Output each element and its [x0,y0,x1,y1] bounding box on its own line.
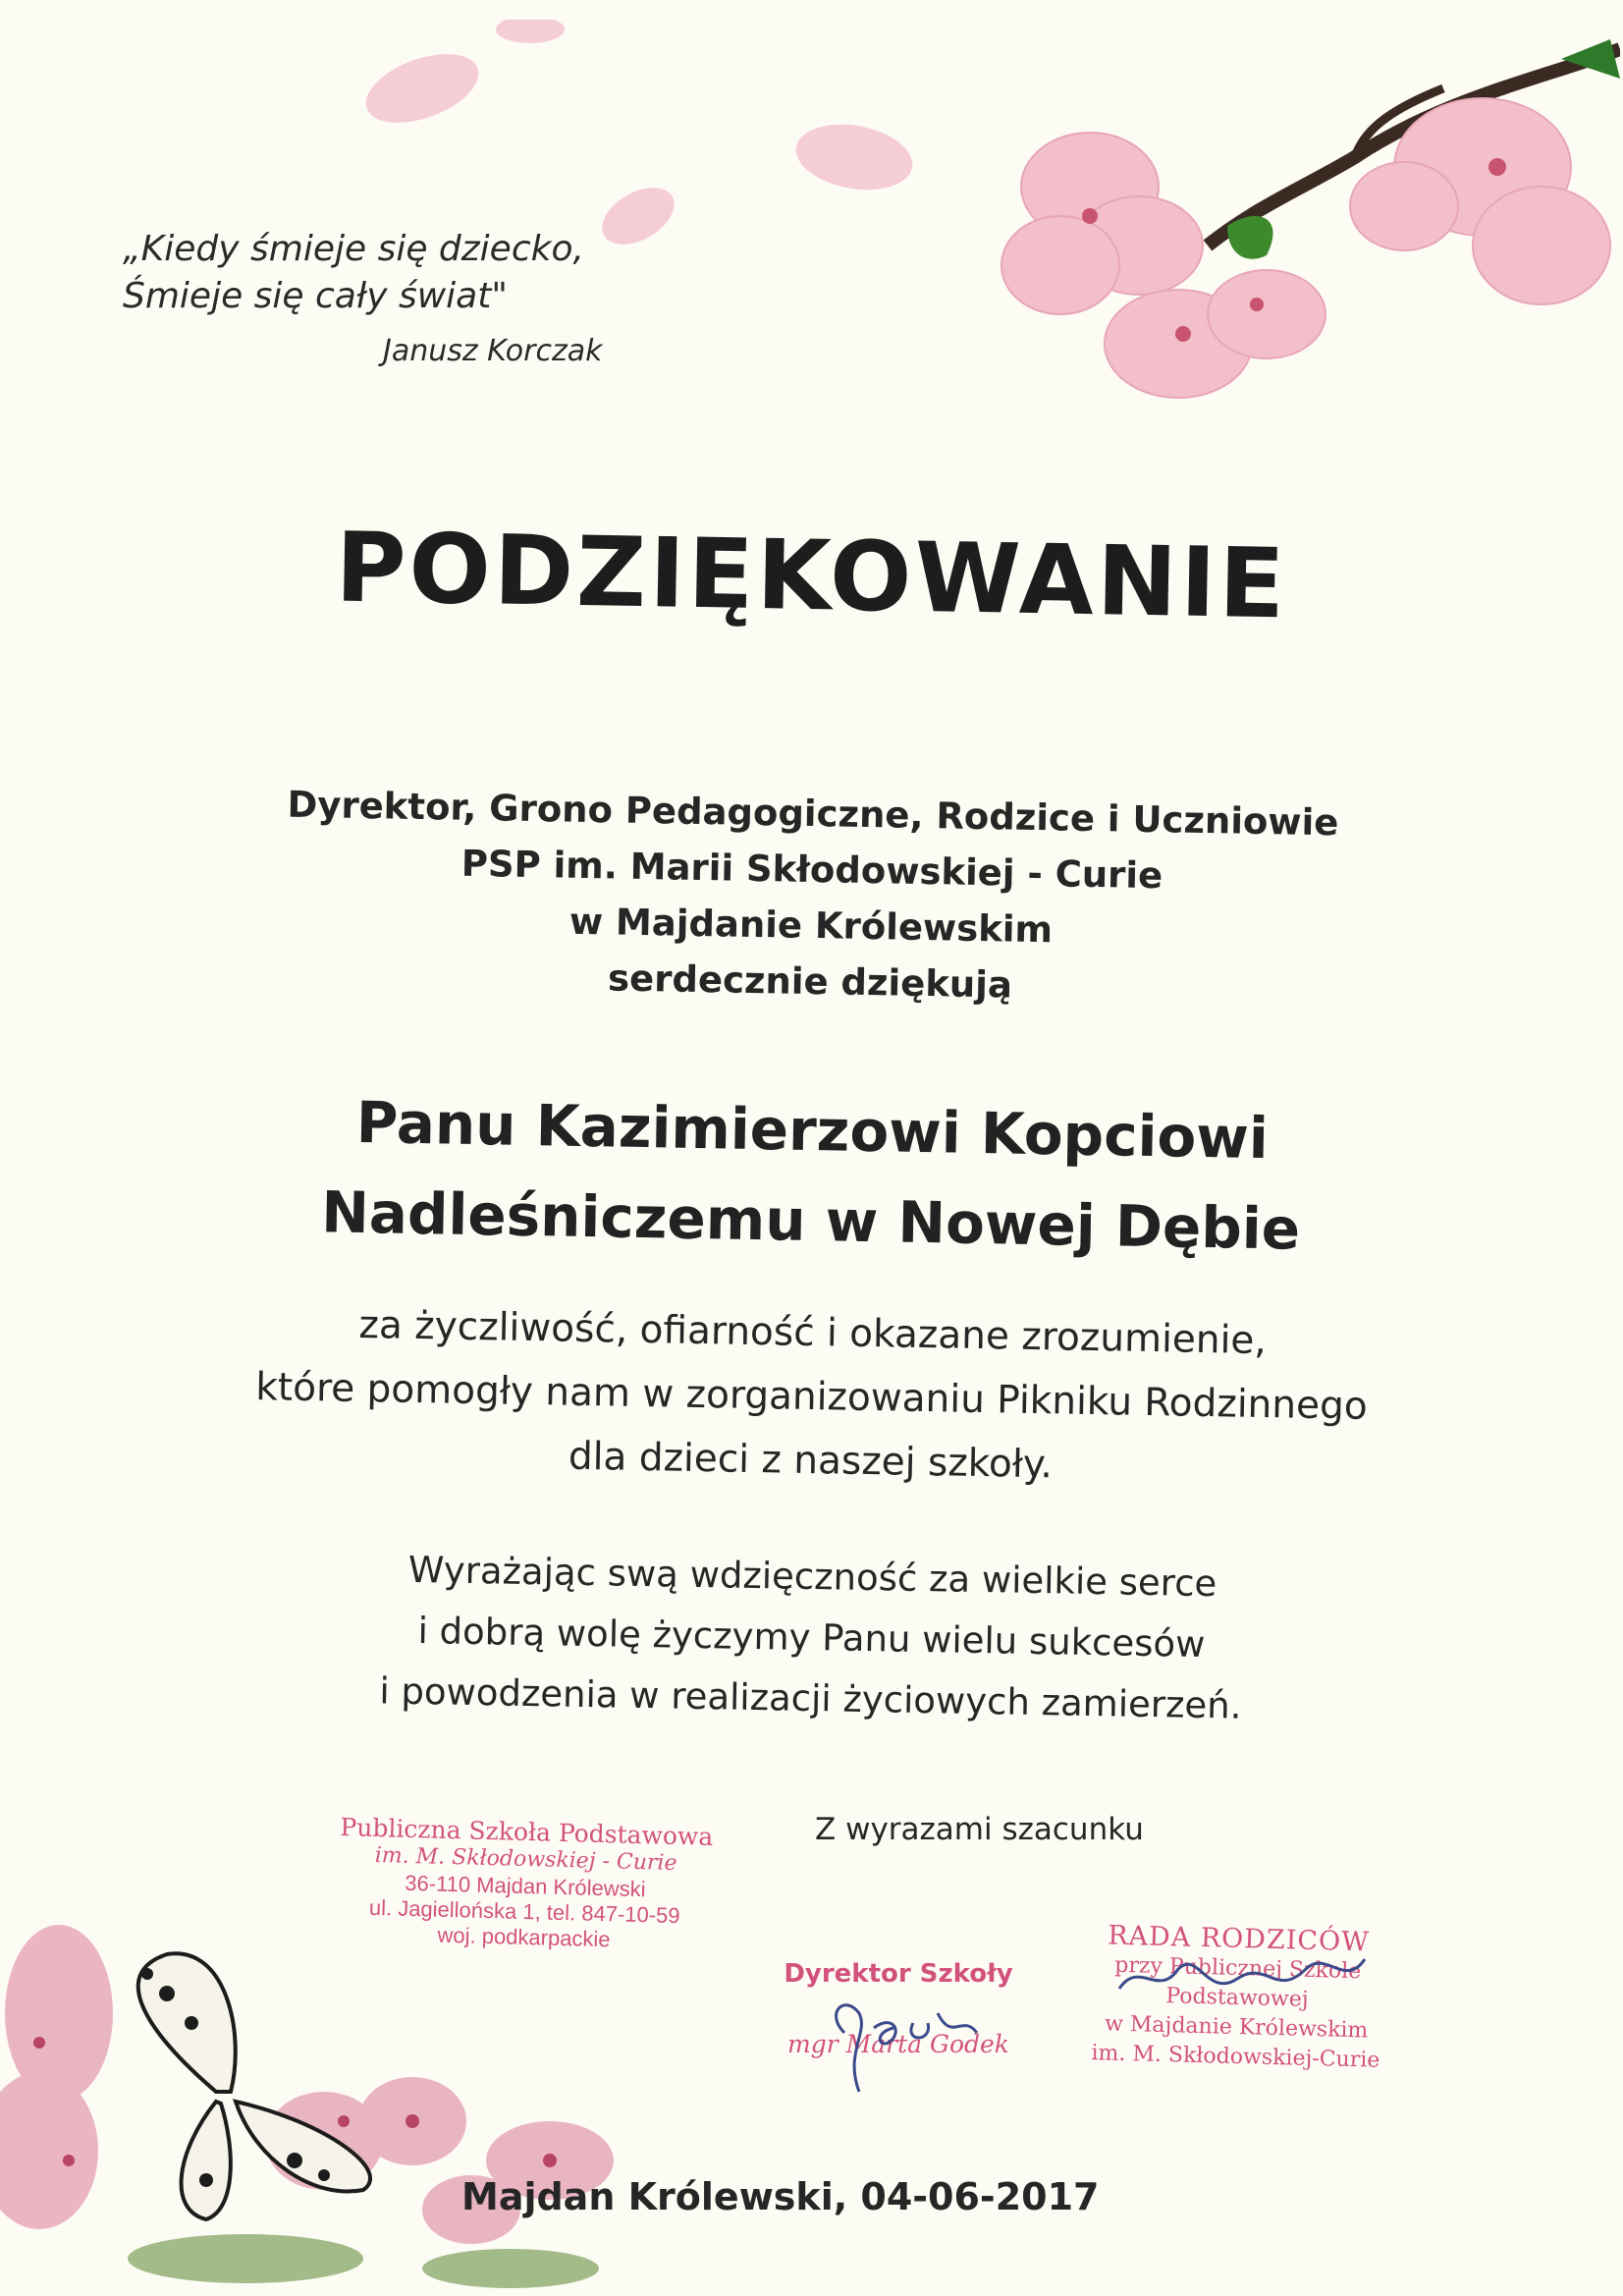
issuers-line-2: PSP im. Marii Skłodowskiej - Curie [460,842,1163,898]
council-line-3: w Majdanie Królewskim [1104,2011,1369,2044]
place-and-date: Majdan Królewski, 04-06-2017 [461,2175,1100,2218]
school-stamp-line-5: woj. podkarpackie [437,1922,611,1952]
closing-phrase: Z wyrazami szacunku [815,1812,1144,1847]
wishes-line-2: i dobrą wolę życzymy Panu wielu sukcesów [417,1610,1206,1666]
recipient-name: Panu Kazimierzowi Kopciowi [355,1088,1270,1173]
council-line-2: przy Publicznej Szkole Podstawowej [1114,1952,1362,2012]
director-name: mgr Marta Godek [787,2030,1009,2058]
issuers-line-4: serdecznie dziękują [607,957,1013,1007]
school-stamp [312,1813,737,1955]
reason-line-2: które pomogły nam w zorganizowaniu Pikniku Rodzinnego [254,1365,1369,1429]
quote-author: Janusz Korczak [383,334,603,368]
issuers-line-3: w Majdanie Królewskim [568,900,1054,952]
wishes-line-1: Wyrażając swą wdzięczność za wielkie serce [407,1548,1217,1606]
butterfly-flowers-illustration [0,1895,746,2296]
school-stamp-line-1: Publiczna Szkoła Podstawowa [340,1813,714,1851]
cherry-blossom-illustration [933,20,1620,442]
reason-line-3: dla dzieci z naszej szkoły. [568,1434,1054,1488]
reason-line-1: za życzliwość, ofiarność i okazane zrozumienie, [358,1302,1268,1364]
quote-line-1: „Kiedy śmieje się dziecko, [123,229,584,269]
wishes-paragraph [0,1533,1623,1744]
issuers-line-1: Dyrektor, Grono Pedagogiczne, Rodzice i Uczniowie [287,783,1339,845]
director-signature [805,1974,1001,2102]
school-stamp-line-3: 36-110 Majdan Królewski [404,1870,646,1902]
recipient-title: Nadleśniczemu w Nowej Dębie [320,1178,1301,1263]
document-title: PODZIĘKOWANIE [334,512,1289,641]
issuers-block [0,772,1623,1024]
school-stamp-line-2: im. M. Skłodowskiej - Curie [374,1842,677,1877]
quote [123,226,584,320]
director-role: Dyrektor Szkoły [784,1959,1013,1989]
quote-line-2: Śmieje się cały świat" [123,276,508,316]
reason-paragraph [0,1287,1623,1507]
council-line-4: im. M. Skłodowskiej-Curie [1091,2041,1380,2073]
council-signature [1100,1930,1394,2028]
recipient-block [0,1071,1623,1281]
council-line-1: RADA RODZICÓW [1107,1920,1371,1958]
school-stamp-line-4: ul. Jagiellońska 1, tel. 847-10-59 [368,1894,680,1929]
wishes-line-3: i powodzenia w realizacji życiowych zamierzeń. [379,1669,1242,1727]
